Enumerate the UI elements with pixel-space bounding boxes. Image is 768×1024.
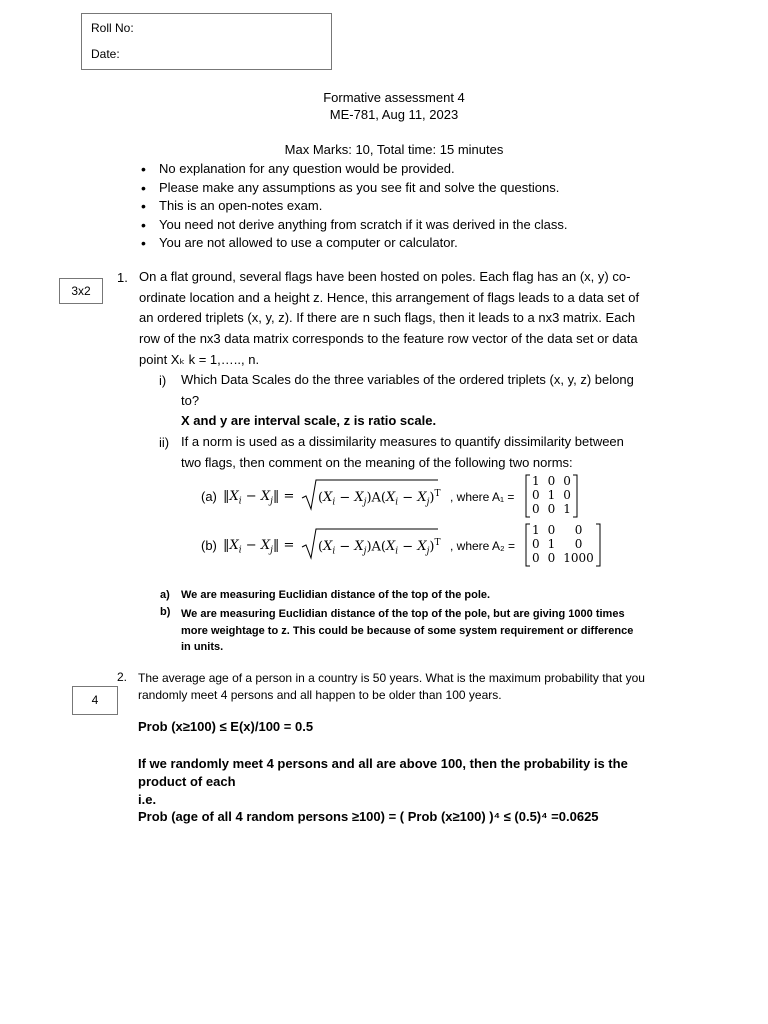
matrix-a2-cell: 0 [547, 551, 556, 565]
matrix-a2-cell: 0 [532, 551, 540, 565]
matrix-a2 [528, 523, 598, 565]
q2-line: randomly meet 4 persons and all happen to be older than 100 years. [138, 687, 502, 702]
q1-part-i-line: Which Data Scales do the three variables of the ordered triplets (x, y, z) belong [181, 372, 634, 387]
q1-part-ii-number: ii) [159, 435, 170, 450]
norm-a-radicand: $(X_i - X_j)A(X_i - X_j)^T$ [318, 489, 441, 508]
instruction-item: • Please make any assumptions as you see fit and solve the questions. [138, 179, 658, 198]
answer-b-line: more weightage to z. This could be because of some system requirement or difference [181, 624, 634, 637]
q2-text [138, 670, 678, 703]
norm-a-label: (a) [201, 489, 217, 504]
where-a: , where A₁ = [450, 490, 515, 504]
q2-explanation-line: If we randomly meet 4 persons and all are above 100, then the probability is the [138, 756, 628, 771]
q1-part-i-answer: X and y are interval scale, z is ratio scale. [181, 413, 437, 429]
instruction-item: • This is an open-notes exam. [138, 197, 658, 216]
q2-number: 2. [117, 670, 128, 684]
norm-b-lhs: $‖X_i$ − $X_j‖$ = [223, 538, 295, 556]
norm-b-formula [201, 535, 466, 563]
matrix-a1-cell: 0 [532, 502, 540, 516]
q1-line: On a flat ground, several flags have been hosted on poles. Each flag has an (x, y) co- [139, 269, 631, 284]
q1-part-i-text [181, 370, 651, 432]
matrix-a1 [528, 474, 575, 516]
matrix-a2-cell: 1000 [563, 551, 594, 565]
q2-answer-explanation [138, 755, 638, 809]
q1-part-ii-text [181, 432, 651, 473]
q1-line: row of the nx3 data matrix corresponds to the feature row vector of the data set or data [139, 331, 638, 347]
matrix-a2-cell: 0 [532, 537, 540, 551]
matrix-a1-cell: 0 [563, 474, 571, 488]
matrix-a2-cell: 0 [547, 523, 556, 537]
matrix-a1-cell: 0 [563, 488, 571, 502]
q2-explanation-line: product of each [138, 774, 236, 789]
matrix-a2-row [528, 537, 598, 551]
norm-b-radicand: $(X_i - X_j)A(X_i - X_j)^T$ [318, 538, 441, 557]
matrix-a1-cell: 0 [547, 502, 556, 516]
instruction-list [138, 160, 658, 253]
q1-text [139, 267, 659, 371]
q2-answer-final: Prob (age of all 4 random persons ≥100) = ( Prob (x≥100) )⁴ ≤ (0.5)⁴ =0.0625 [138, 809, 599, 824]
q1-number: 1. [117, 270, 128, 285]
norm-a-lhs: $‖X_i$ − $X_j‖$ = [223, 489, 295, 507]
answer-a-label: a) [160, 589, 170, 601]
matrix-a1-row [528, 488, 575, 502]
q1-part-ii-line: two flags, then comment on the meaning of the following two norms: [181, 454, 573, 470]
matrix-a1-cell: 1 [563, 502, 571, 516]
matrix-a2-cell: 1 [547, 537, 556, 551]
matrix-a1-cell: 0 [532, 488, 540, 502]
matrix-a2-cell: 0 [574, 537, 583, 551]
roll-no-label: Roll No: [91, 21, 134, 35]
instruction-item: • You need not derive anything from scratch if it was derived in the class. [138, 216, 658, 235]
answer-b-text [181, 606, 671, 656]
matrix-a1-left-bracket [525, 474, 531, 518]
assessment-title: Formative assessment 4 [323, 90, 465, 105]
instruction-item: • You are not allowed to use a computer or calculator. [138, 234, 658, 253]
instruction-item: • No explanation for any question would be provided. [138, 160, 658, 179]
answer-b-label: b) [160, 606, 171, 618]
marks-time-line: Max Marks: 10, Total time: 15 minutes [284, 142, 504, 157]
q1-part-i-line: to? [181, 392, 200, 408]
matrix-a1-cell: 0 [547, 474, 556, 488]
q1-line: point Xₖ k = 1,….., n. [139, 351, 260, 367]
norm-b-label: (b) [201, 538, 217, 553]
norm-a-formula [201, 486, 466, 514]
q1-part-ii-line: If a norm is used as a dissimilarity measures to quantify dissimilarity between [181, 434, 624, 449]
matrix-a1-row [528, 474, 575, 488]
matrix-a2-cell: 1 [532, 523, 540, 537]
q1-part-i-number: i) [159, 373, 167, 388]
where-b: , where A₂ = [450, 539, 516, 553]
matrix-a2-row [528, 523, 598, 537]
q2-explanation-line: i.e. [138, 792, 157, 807]
roll-date-box [81, 13, 332, 70]
matrix-a1-right-bracket [572, 474, 578, 518]
matrix-a1-cell: 1 [547, 488, 556, 502]
matrix-a1-table [528, 474, 575, 516]
q2-answer-markov: Prob (x≥100) ≤ E(x)/100 = 0.5 [138, 719, 314, 734]
matrix-a2-left-bracket [525, 523, 531, 567]
q1-marks-box: 3x2 [59, 278, 103, 304]
date-label: Date: [91, 47, 120, 61]
answer-a-text: We are measuring Euclidian distance of the top of the pole. [181, 589, 491, 601]
q2-marks-box: 4 [72, 686, 118, 715]
course-line: ME-781, Aug 11, 2023 [329, 107, 459, 122]
q1-line: ordinate location and a height z. Hence, this arrangement of flags leads to a data set of [139, 289, 640, 305]
matrix-a1-row [528, 502, 575, 516]
matrix-a1-cell: 1 [532, 474, 540, 488]
matrix-a2-right-bracket [595, 523, 601, 567]
matrix-a2-table [528, 523, 598, 565]
q2-line: The average age of a person in a country is 50 years. What is the maximum probability that you [138, 671, 645, 685]
q1-line: an ordered triplets (x, y, z). If there are n such flags, then it leads to a nx3 matrix. Each [139, 310, 636, 326]
answer-b-line: We are measuring Euclidian distance of the top of the pole, but are giving 1000 times [181, 608, 625, 620]
matrix-a2-cell: 0 [574, 523, 583, 537]
answer-b-line: in units. [181, 641, 224, 653]
matrix-a2-row [528, 551, 598, 565]
